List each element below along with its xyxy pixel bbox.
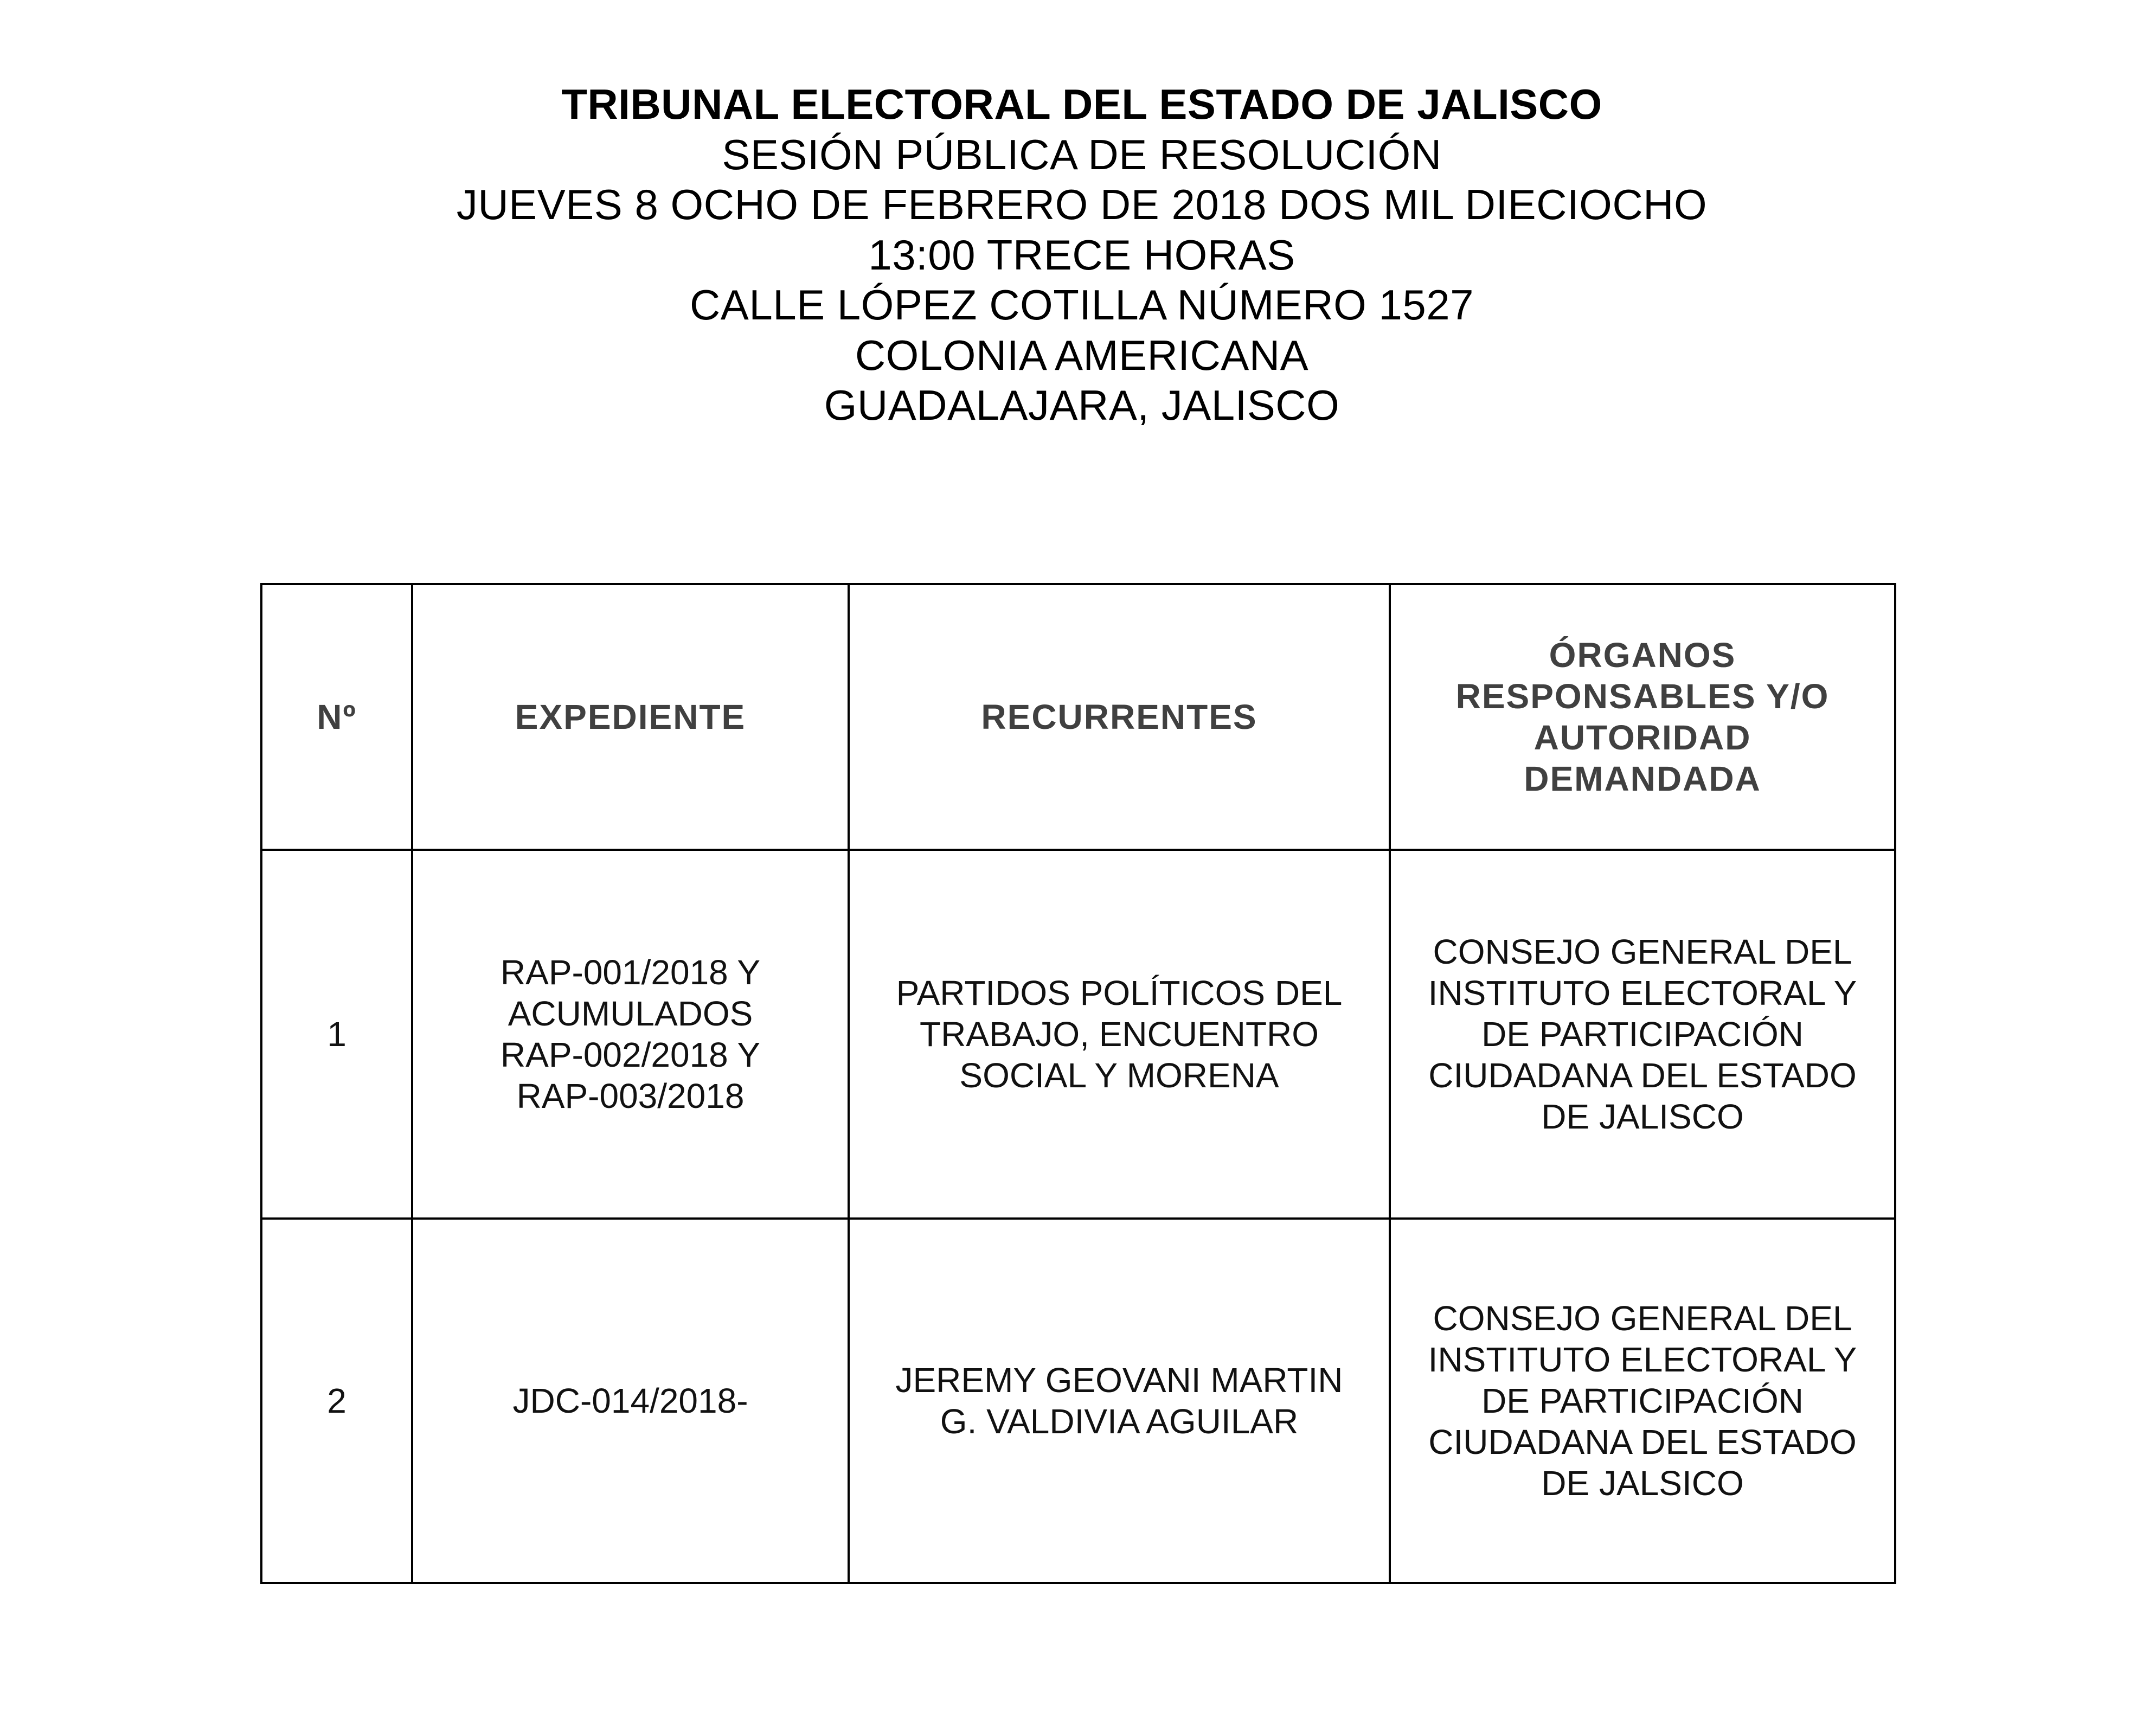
column-header-number: Nº (261, 584, 412, 850)
address-colonia: COLONIA AMERICANA (855, 331, 1309, 379)
address-street: CALLE LÓPEZ COTILLA NÚMERO 1527 (689, 281, 1474, 329)
session-date: JUEVES 8 OCHO DE FEBRERO DE 2018 DOS MIL DIECIOCHO (456, 181, 1708, 228)
cell-expediente: RAP-001/2018 Y ACUMULADOS RAP-002/2018 Y RAP-003/2018 (412, 850, 849, 1219)
cell-organos: CONSEJO GENERAL DEL INSTITUTO ELECTORAL Y DE PARTICIPACIÓN CIUDADANA DEL ESTADO DE JALSICO (1390, 1219, 1895, 1583)
cell-recurrentes: PARTIDOS POLÍTICOS DEL TRABAJO, ENCUENTRO SOCIAL Y MORENA (849, 850, 1390, 1219)
session-type: SESIÓN PÚBLICA DE RESOLUCIÓN (722, 130, 1442, 178)
cell-expediente: JDC-014/2018- (412, 1219, 849, 1583)
column-header-recurrentes: RECURRENTES (849, 584, 1390, 850)
cell-number: 2 (261, 1219, 412, 1583)
column-header-expediente: EXPEDIENTE (412, 584, 849, 850)
document-header (0, 79, 2156, 431)
column-header-organos: ÓRGANOS RESPONSABLES Y/O AUTORIDAD DEMANDADA (1390, 584, 1895, 850)
cell-organos: CONSEJO GENERAL DEL INSTITUTO ELECTORAL Y DE PARTICIPACIÓN CIUDADANA DEL ESTADO DE JALISCO (1390, 850, 1895, 1219)
resolutions-table (260, 583, 1896, 1584)
session-time: 13:00 TRECE HORAS (868, 230, 1295, 279)
table-row (261, 850, 1895, 1219)
table-row (261, 1219, 1895, 1583)
tribunal-title: TRIBUNAL ELECTORAL DEL ESTADO DE JALISCO (561, 80, 1602, 128)
cell-recurrentes: JEREMY GEOVANI MARTIN G. VALDIVIA AGUILAR (849, 1219, 1390, 1583)
cell-number: 1 (261, 850, 412, 1219)
table-header-row (261, 584, 1895, 850)
address-city: GUADALAJARA, JALISCO (824, 381, 1340, 429)
